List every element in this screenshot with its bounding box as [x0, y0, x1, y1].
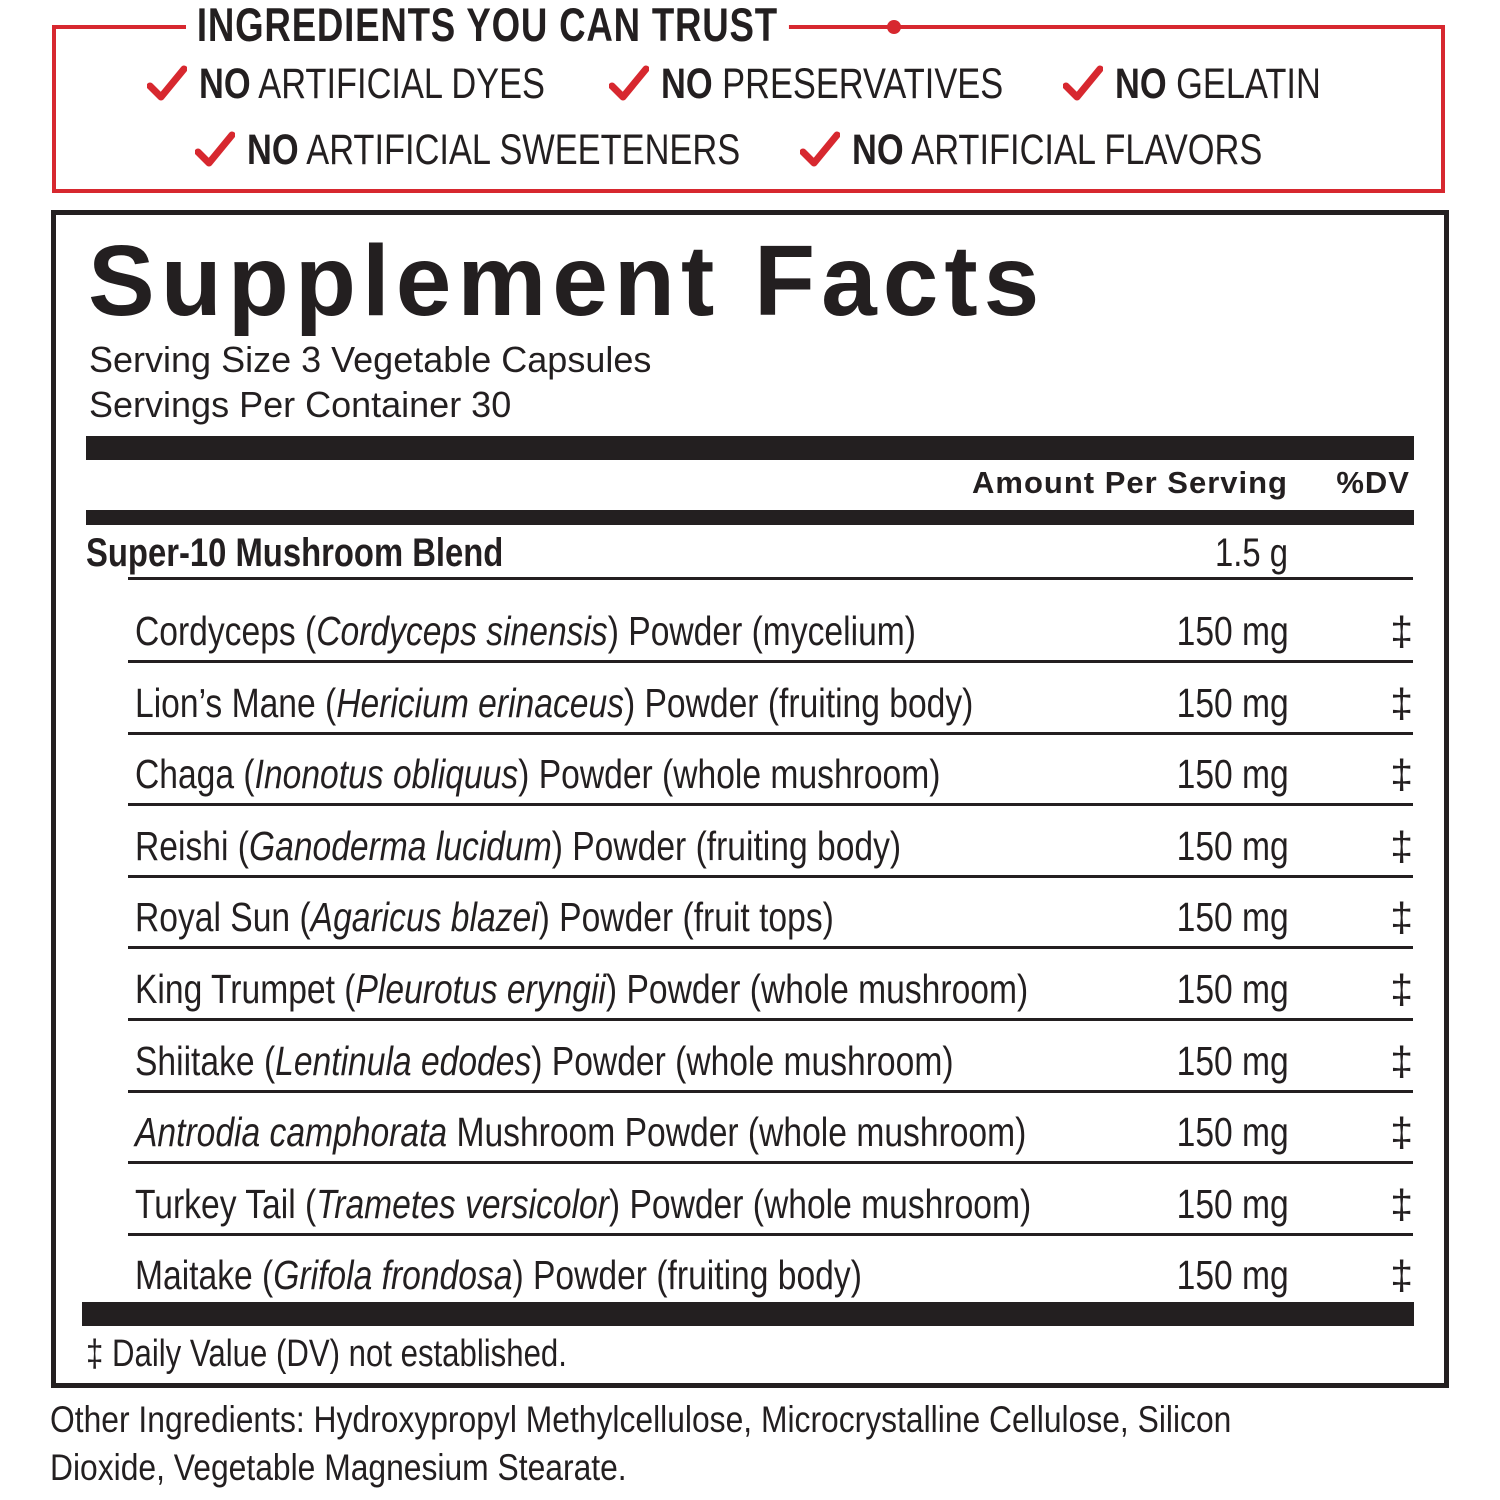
ingredient-name: Maitake (Grifola frondosa) Powder (fruiting body) — [135, 1252, 862, 1299]
medium-divider — [86, 510, 1414, 525]
row-divider — [128, 803, 1413, 806]
checkmark-icon — [609, 64, 649, 104]
ingredient-dv: ‡ — [1390, 1252, 1413, 1299]
ingredient-name: Chaga (Inonotus obliquus) Powder (whole mushroom) — [135, 751, 941, 798]
other-ingredients — [50, 1396, 1490, 1492]
ingredient-name: Royal Sun (Agaricus blazei) Powder (fruit tops) — [135, 894, 834, 941]
ingredient-row — [128, 664, 1413, 735]
ingredient-dv: ‡ — [1390, 1180, 1413, 1227]
ingredient-amount: 150 mg — [1176, 1037, 1289, 1084]
ingredient-name: Lion’s Mane (Hericium erinaceus) Powder (fruiting body) — [135, 679, 974, 726]
row-divider — [128, 1090, 1413, 1093]
ingredient-name: Antrodia camphorata Mushroom Powder (whole mushroom) — [135, 1109, 1027, 1156]
other-ingredients-line: Other Ingredients: Hydroxypropyl Methylcellulose, Microcrystalline Cellulose, Silicon — [50, 1399, 1232, 1440]
ingredient-dv: ‡ — [1390, 894, 1413, 941]
checkmark-icon — [800, 130, 840, 170]
trust-item-artificial-sweeteners: NO ARTIFICIAL SWEETENERS — [195, 126, 863, 174]
header-daily-value: %DV — [1336, 465, 1410, 500]
ingredient-dv: ‡ — [1390, 751, 1413, 798]
ingredient-row — [128, 878, 1413, 949]
trust-item-gelatin: NO GELATIN — [1063, 60, 1372, 108]
trust-item-artificial-dyes: NO ARTIFICIAL DYES — [147, 60, 632, 108]
ingredient-row — [128, 1165, 1413, 1236]
trust-item-artificial-flavors: NO ARTIFICIAL FLAVORS — [800, 126, 1365, 174]
ingredient-name: Cordyceps (Cordyceps sinensis) Powder (mycelium) — [135, 608, 916, 654]
ingredient-amount: 150 mg — [1176, 608, 1289, 654]
ingredient-dv: ‡ — [1390, 679, 1413, 726]
trust-item-preservatives: NO PRESERVATIVES — [609, 60, 1089, 108]
thick-divider — [82, 1302, 1414, 1326]
ingredient-name: King Trumpet (Pleurotus eryngii) Powder (whole mushroom) — [135, 966, 1029, 1012]
servings-per-container: Servings Per Container 30 — [89, 384, 512, 425]
blend-amount: 1.5 g — [1215, 531, 1288, 575]
ingredient-amount: 150 mg — [1176, 1180, 1289, 1227]
serving-size: Serving Size 3 Vegetable Capsules — [89, 339, 652, 380]
ingredient-amount: 150 mg — [1176, 966, 1289, 1012]
supplement-facts-title: Supplement Facts — [88, 225, 1046, 337]
ingredient-dv: ‡ — [1390, 822, 1413, 869]
ingredient-amount: 150 mg — [1176, 1252, 1289, 1299]
row-divider — [128, 577, 1413, 580]
ingredient-amount: 150 mg — [1176, 1109, 1289, 1156]
row-divider — [128, 660, 1413, 663]
ingredient-amount: 150 mg — [1176, 751, 1289, 798]
row-divider — [128, 875, 1413, 878]
row-divider — [128, 1018, 1413, 1021]
ingredient-amount: 150 mg — [1176, 679, 1289, 726]
thick-divider — [86, 436, 1414, 460]
trust-title: INGREDIENTS YOU CAN TRUST — [186, 0, 789, 50]
ingredient-dv: ‡ — [1390, 608, 1413, 654]
blend-name: Super-10 Mushroom Blend — [86, 531, 504, 575]
checkmark-icon — [195, 130, 235, 170]
row-divider — [128, 1161, 1413, 1164]
ingredient-row — [128, 807, 1413, 878]
ingredient-row — [128, 592, 1413, 663]
checkmark-icon — [1063, 64, 1103, 104]
red-dot-icon — [887, 20, 901, 34]
ingredient-amount: 150 mg — [1176, 894, 1289, 941]
checkmark-icon — [147, 64, 187, 104]
row-divider — [128, 946, 1413, 949]
row-divider — [128, 732, 1413, 735]
ingredient-name: Turkey Tail (Trametes versicolor) Powder (whole mushroom) — [135, 1180, 1032, 1227]
header-amount-per-serving: Amount Per Serving — [972, 465, 1288, 500]
ingredient-row — [128, 1093, 1413, 1164]
ingredient-amount: 150 mg — [1176, 822, 1289, 869]
ingredient-row — [128, 1022, 1413, 1093]
ingredient-dv: ‡ — [1390, 1109, 1413, 1156]
daily-value-footnote: ‡ Daily Value (DV) not established. — [86, 1333, 567, 1375]
ingredient-dv: ‡ — [1390, 1037, 1413, 1084]
other-ingredients-line: Dioxide, Vegetable Magnesium Stearate. — [50, 1447, 627, 1488]
ingredient-dv: ‡ — [1390, 966, 1413, 1012]
ingredient-name: Shiitake (Lentinula edodes) Powder (whole mushroom) — [135, 1037, 954, 1084]
ingredient-row — [128, 1236, 1413, 1307]
ingredient-row — [128, 950, 1413, 1021]
ingredient-name: Reishi (Ganoderma lucidum) Powder (fruiting body) — [135, 822, 902, 869]
ingredient-row — [128, 735, 1413, 806]
row-divider — [128, 1233, 1413, 1236]
